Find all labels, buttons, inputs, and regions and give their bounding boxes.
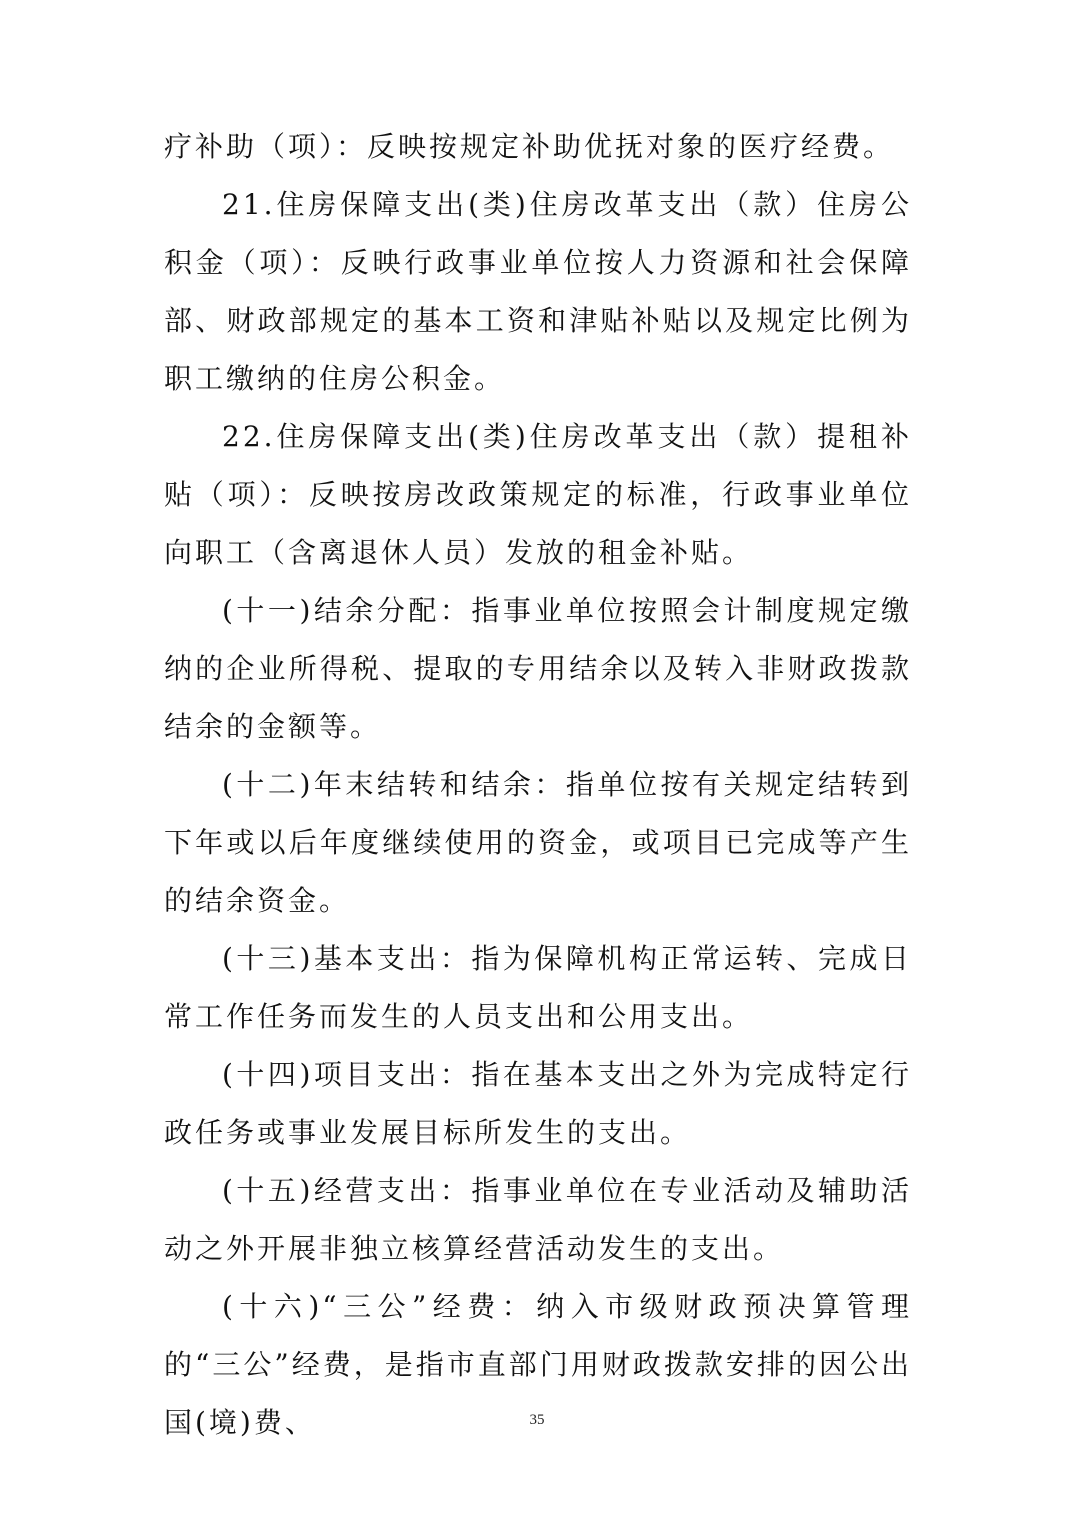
page-number: 35 <box>529 1412 545 1428</box>
paragraph-continuation: 疗补助（项）：反映按规定补助优抚对象的医疗经费。 <box>164 130 895 163</box>
paragraph-16-three-public-expenses: (十六)“三公”经费：纳入市级财政预决算管理的“三公”经费，是指市直部门用财政拨款安排的因公出国(境)费、 <box>164 1290 912 1439</box>
paragraph-15-operating-expenditure: (十五)经营支出：指事业单位在专业活动及辅助活动之外开展非独立核算经营活动发生的支出。 <box>164 1174 912 1265</box>
paragraph-21-housing-fund: 21.住房保障支出(类)住房改革支出（款）住房公积金（项）：反映行政事业单位按人力资源和社会保障部、财政部规定的基本工资和津贴补贴以及规定比例为职工缴纳的住房公积金。 <box>164 188 912 395</box>
paragraph-13-basic-expenditure: (十三)基本支出：指为保障机构正常运转、完成日常工作任务而发生的人员支出和公用支出。 <box>164 942 912 1033</box>
paragraph-22-rent-subsidy: 22.住房保障支出(类)住房改革支出（款）提租补贴（项）：反映按房改政策规定的标准，行政事业单位向职工（含离退休人员）发放的租金补贴。 <box>164 420 912 569</box>
body-text <box>164 118 912 1452</box>
paragraph-11-surplus-distribution: (十一)结余分配：指事业单位按照会计制度规定缴纳的企业所得税、提取的专用结余以及转入非财政拨款结余的金额等。 <box>164 594 912 743</box>
paragraph-14-project-expenditure: (十四)项目支出：指在基本支出之外为完成特定行政任务或事业发展目标所发生的支出。 <box>164 1058 912 1149</box>
paragraph-12-year-end-carryover: (十二)年末结转和结余：指单位按有关规定结转到下年或以后年度继续使用的资金，或项目已完成等产生的结余资金。 <box>164 768 912 917</box>
